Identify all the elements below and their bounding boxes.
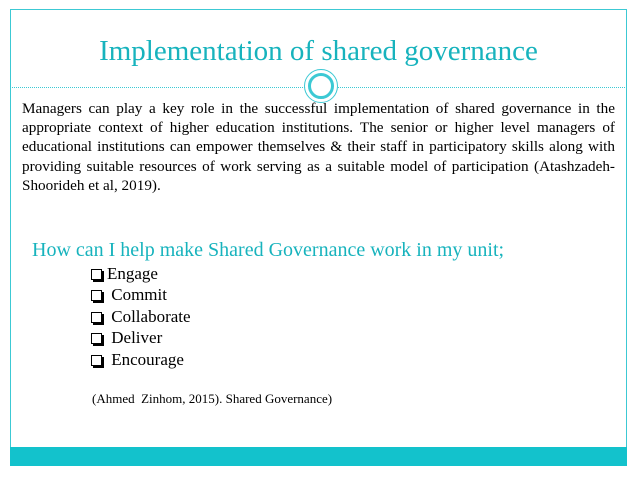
checkbox-square-icon: [91, 355, 102, 366]
list-item-label: Engage: [107, 263, 158, 283]
slide-title: Implementation of shared governance: [99, 35, 538, 67]
question-heading: How can I help make Shared Governance work in my unit;: [32, 239, 505, 261]
list-item-label: Commit: [107, 285, 167, 305]
body-paragraph: Managers can play a key role in the successful implementation of shared governance in the appropriate context of higher education institutions. The senior or higher level managers of educational institutions can empower themselves & their staff in participatory skills along with providing suitable resources of work serving as a suitable model of participation (Atashzadeh-Shoorideh et al, 2019).: [22, 100, 615, 194]
list-item: [91, 349, 191, 371]
list-item: [91, 263, 191, 285]
divider-ring-icon: [308, 73, 334, 99]
checkbox-square-icon: [91, 269, 102, 280]
checkbox-square-icon: [91, 312, 102, 323]
list-item-label: Collaborate: [107, 306, 191, 326]
citation: (Ahmed Zinhom, 2015). Shared Governance): [92, 391, 333, 406]
action-list: [91, 263, 191, 371]
bottom-accent-bar: [10, 447, 627, 466]
list-item: [91, 328, 191, 350]
list-item: [91, 306, 191, 328]
list-item-label: Deliver: [107, 328, 163, 348]
list-item: [91, 285, 191, 307]
checkbox-square-icon: [91, 333, 102, 344]
checkbox-square-icon: [91, 290, 102, 301]
list-item-label: Encourage: [107, 349, 184, 369]
